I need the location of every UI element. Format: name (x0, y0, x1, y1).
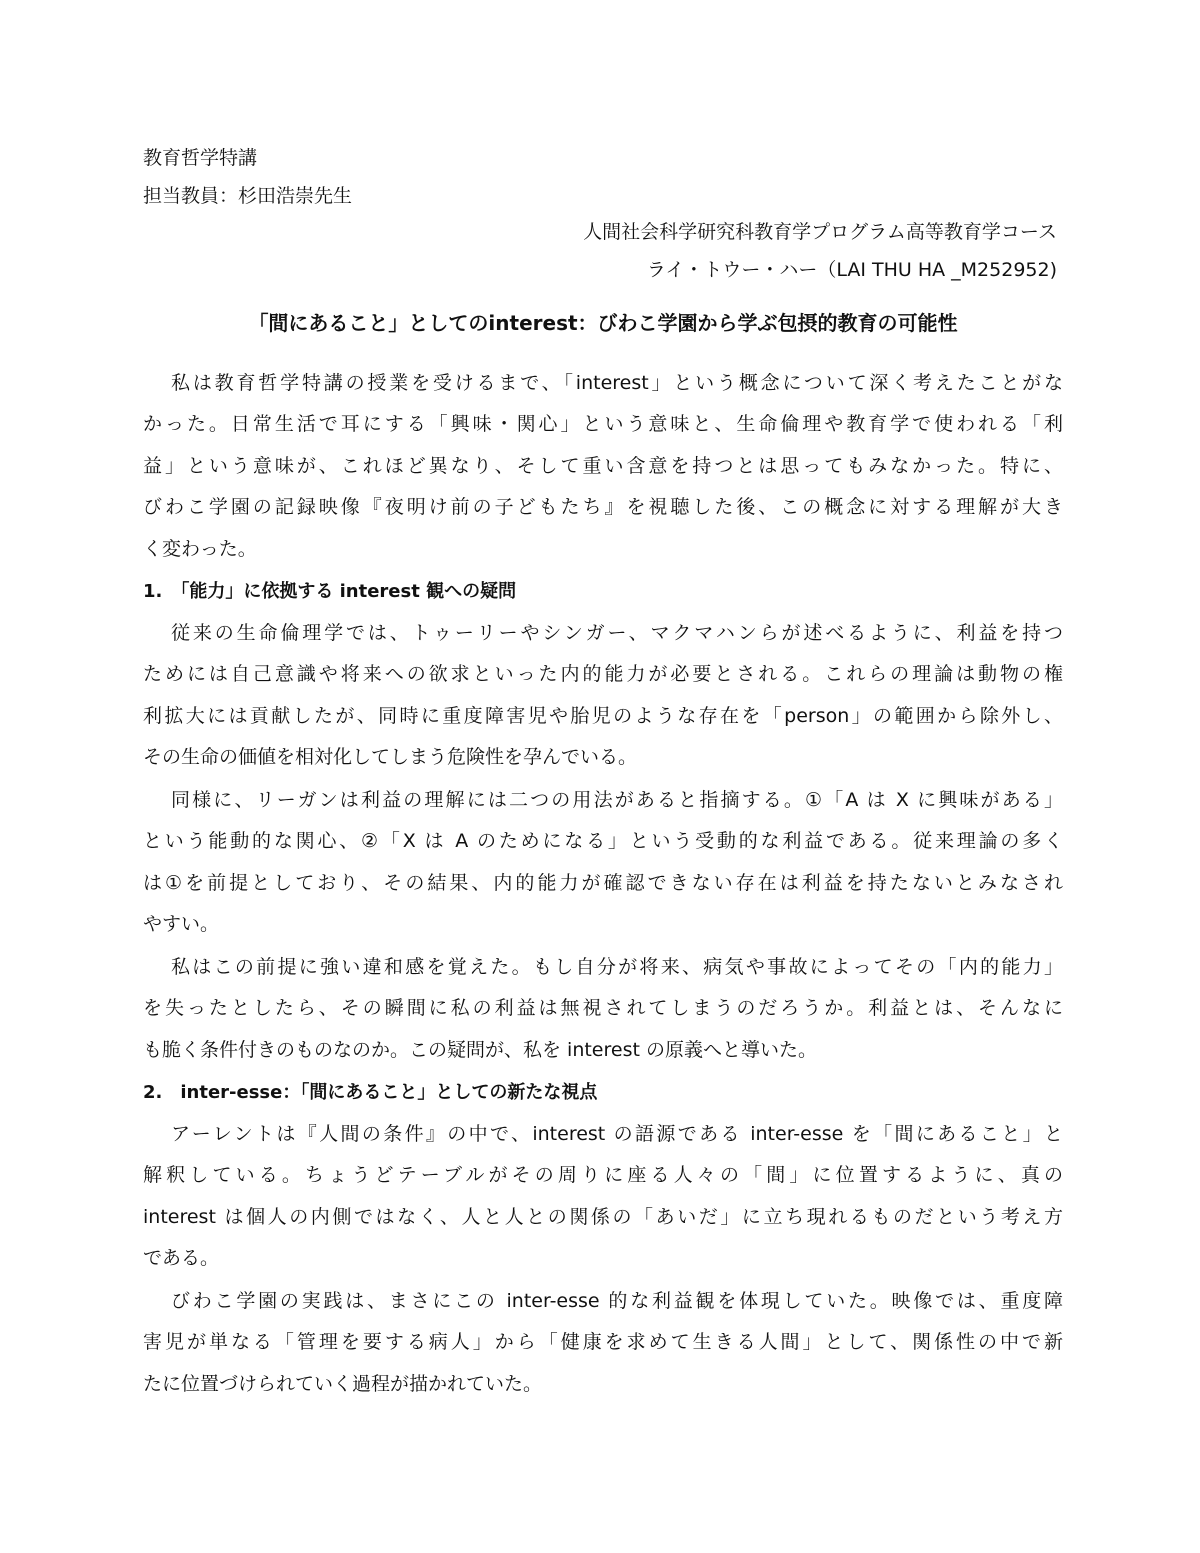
paragraph-line: である。 (143, 1247, 220, 1269)
author-line: ライ・トウー・ハー（LAI THU HA _M252952) (646, 259, 1057, 281)
section-heading-1: 1. 「能力」に依拠する interest 観への疑問 (143, 581, 517, 602)
paragraph-line: 私は教育哲学特講の授業を受けるまで、「interest」という概念について深く考えたことがな (171, 372, 1063, 394)
paragraph-line: かった。日常生活で耳にする「興味・関心」という意味と、生命倫理や教育学で使われる「利 (143, 413, 1063, 435)
paragraph-line: たに位置づけられていく過程が描かれていた。 (143, 1373, 543, 1395)
paragraph-line: アーレントは『人間の条件』の中で、interest の語源である inter-esse を「間にあること」と (171, 1123, 1063, 1145)
section-heading-2: 2. inter-esse：「間にあること」としての新たな視点 (143, 1082, 598, 1103)
paragraph-line: 害児が単なる「管理を要する病人」から「健康を求めて生きる人間」として、関係性の中で新 (143, 1331, 1063, 1353)
paragraph-line: その生命の価値を相対化してしまう危険性を孕んでいる。 (143, 746, 638, 768)
paragraph-line: 私はこの前提に強い違和感を覚えた。もし自分が将来、病気や事故によってその「内的能力」 (171, 956, 1063, 978)
paragraph-line: 同様に、リーガンは利益の理解には二つの用法があると指摘する。①「A は X に興味がある」 (171, 789, 1063, 811)
paragraph-line: は①を前提としており、その結果、内的能力が確認できない存在は利益を持たないとみなされ (143, 872, 1063, 894)
paragraph-line: 利拡大には貢献したが、同時に重度障害児や胎児のような存在を「person」の範囲から除外し、 (143, 705, 1063, 727)
paragraph-line: やすい。 (143, 913, 220, 935)
paragraph-line: びわこ学園の実践は、まさにこの inter-esse 的な利益観を体現していた。映像では、重度障 (171, 1290, 1063, 1312)
paragraph-line: interest は個人の内側ではなく、人と人との関係の「あいだ」に立ち現れるものだという考え方 (143, 1206, 1063, 1228)
paragraph-line: く変わった。 (143, 538, 257, 560)
paragraph-line: も脆く条件付きのものなのか。この疑問が、私を interest の原義へと導いた。 (143, 1039, 817, 1061)
instructor-line: 担当教員：杉田浩崇先生 (143, 185, 353, 207)
paragraph-line: という能動的な関心、②「X は A のためになる」という受動的な利益である。従来理論の多く (143, 830, 1063, 852)
paragraph-line: 益」という意味が、これほど異なり、そして重い含意を持つとは思ってもみなかった。特に、 (143, 455, 1063, 477)
paragraph-line: を失ったとしたら、その瞬間に私の利益は無視されてしまうのだろうか。利益とは、そんなに (143, 997, 1063, 1019)
paragraph-line: 従来の生命倫理学では、トゥーリーやシンガー、マクマハンらが述べるように、利益を持つ (171, 622, 1063, 644)
affiliation-line: 人間社会科学研究科教育学プログラム高等教育学コース (583, 221, 1057, 243)
paragraph-line: ためには自己意識や将来への欲求といった内的能力が必要とされる。これらの理論は動物の権 (143, 663, 1063, 685)
paragraph-line: びわこ学園の記録映像『夜明け前の子どもたち』を視聴した後、この概念に対する理解が大き (143, 496, 1063, 518)
page-title: 「間にあること」としてのinterest：びわこ学園から学ぶ包摂的教育の可能性 (248, 311, 958, 335)
course-name: 教育哲学特講 (143, 147, 258, 169)
paragraph-line: 解釈している。ちょうどテーブルがその周りに座る人々の「間」に位置するように、真の (143, 1164, 1063, 1186)
